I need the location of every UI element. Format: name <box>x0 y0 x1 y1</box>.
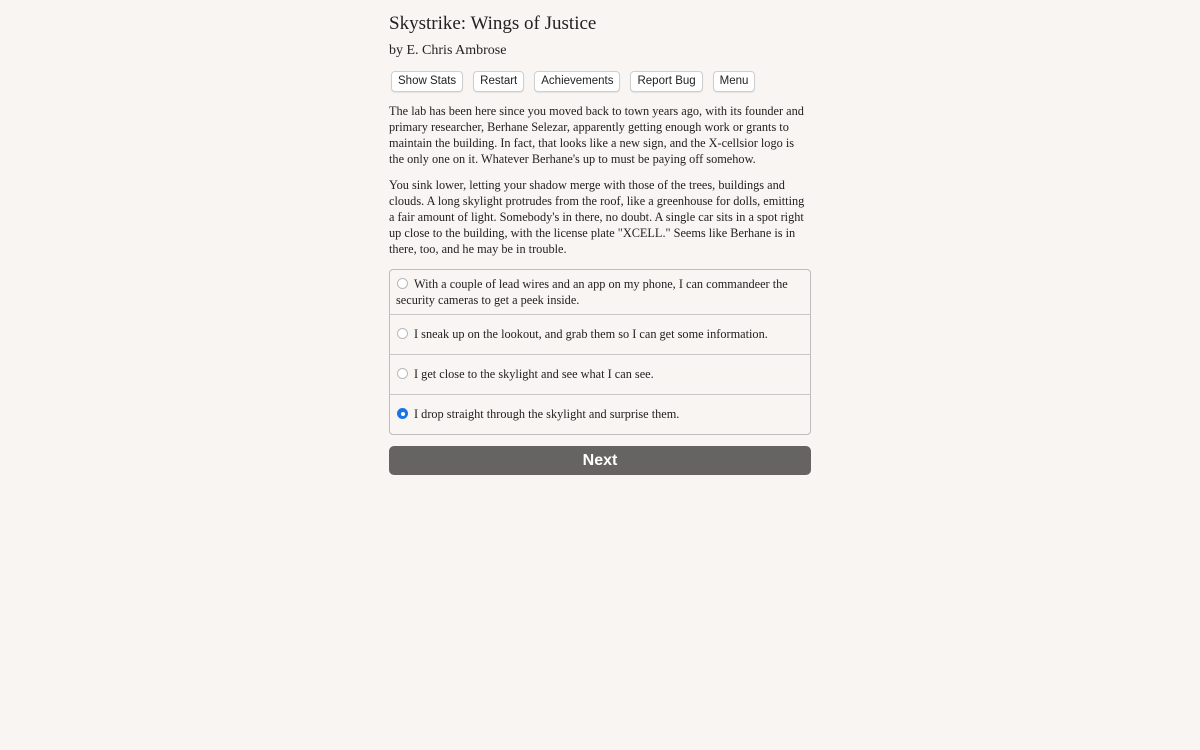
next-button[interactable]: Next <box>389 446 811 475</box>
passage-paragraph-1: The lab has been here since you moved back to town years ago, with its founder and primary researcher, Berhane Selezar, apparently getting enough work or grants to maintain the building. In fact, that looks like a new sign, and the X-cellsior logo is the only one on it. Whatever Berhane's up to must be paying off somehow. <box>389 104 804 166</box>
choice-drop-through-skylight[interactable] <box>390 394 810 434</box>
story-content <box>389 12 811 475</box>
choice-label: I get close to the skylight and see what I can see. <box>414 367 654 381</box>
report-bug-button[interactable]: Report Bug <box>630 71 702 92</box>
menu-button[interactable]: Menu <box>713 71 756 92</box>
game-author: by E. Chris Ambrose <box>389 43 507 58</box>
toolbar <box>391 71 811 92</box>
show-stats-button[interactable]: Show Stats <box>391 71 463 92</box>
choice-approach-skylight[interactable] <box>390 354 810 394</box>
choice-grab-lookout[interactable] <box>390 314 810 354</box>
restart-button[interactable]: Restart <box>473 71 524 92</box>
radio-icon[interactable] <box>397 278 408 289</box>
passage-paragraph-2: You sink lower, letting your shadow merge with those of the trees, buildings and clouds. A long skylight protrudes from the roof, like a greenhouse for dolls, emitting a fair amount of light. Somebody's in there, no doubt. A single car sits in a spot right up close to the building, with the license plate "XCELL." Seems like Berhane is in there, too, and he may be in trouble. <box>389 178 805 256</box>
radio-selected-icon[interactable] <box>397 408 408 419</box>
achievements-button[interactable]: Achievements <box>534 71 620 92</box>
choice-label: I sneak up on the lookout, and grab them so I can get some information. <box>414 327 768 341</box>
choice-hack-cameras[interactable] <box>390 270 810 314</box>
choice-label: I drop straight through the skylight and surprise them. <box>414 407 680 421</box>
choice-label: With a couple of lead wires and an app on my phone, I can commandeer the security cameras to get a peek inside. <box>396 277 788 307</box>
radio-icon[interactable] <box>397 328 408 339</box>
game-title: Skystrike: Wings of Justice <box>389 13 597 34</box>
choice-list <box>389 269 811 435</box>
radio-icon[interactable] <box>397 368 408 379</box>
